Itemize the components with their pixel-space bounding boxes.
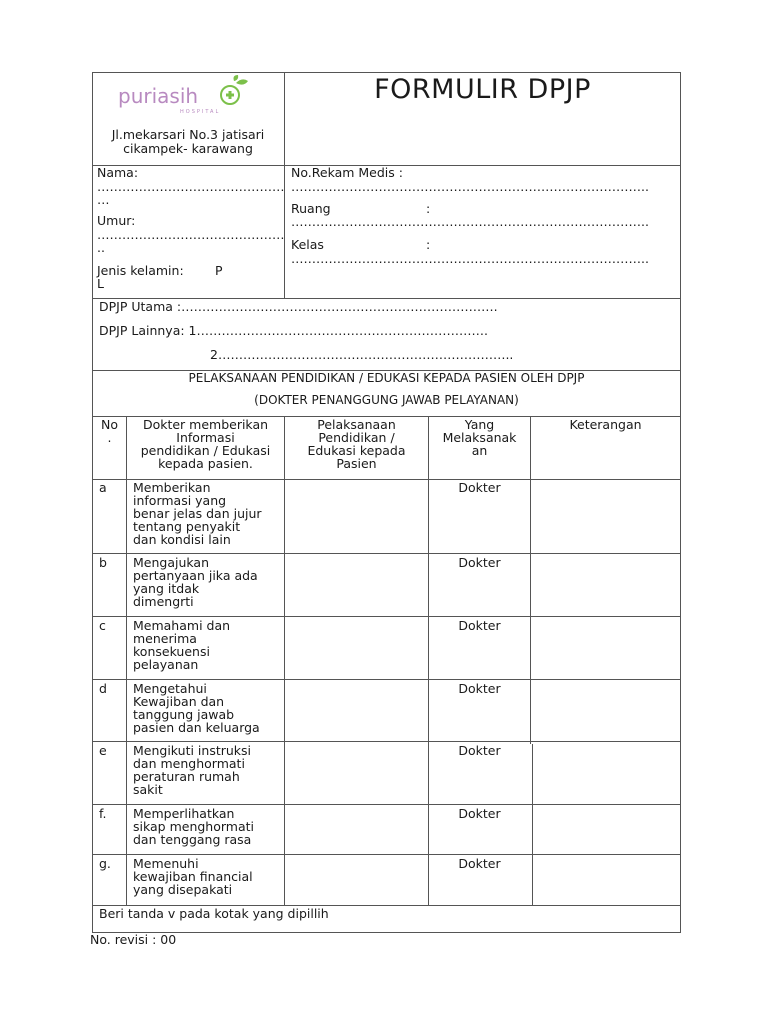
nama-label: Nama: [97, 165, 139, 180]
row-no: f. [99, 806, 107, 821]
pelaksanaan-cell[interactable] [286, 618, 426, 677]
footer-note: Beri tanda v pada kotak yang dipillih [99, 906, 329, 921]
revision-label: No. revisi : 00 [90, 932, 177, 947]
row-pelaksana: Dokter [458, 480, 501, 495]
row-no: e [99, 743, 107, 758]
row-sep [92, 616, 681, 617]
logo-word: puriasih [118, 84, 199, 108]
kelas-field[interactable]: ………………………………………………………………………….. [291, 251, 649, 266]
pelaksanaan-cell[interactable] [286, 856, 426, 903]
row-pelaksana: Dokter [458, 856, 501, 871]
row-no: g. [99, 856, 111, 871]
section-subheading: (DOKTER PENANGGUNG JAWAB PELAYANAN) [254, 393, 519, 407]
frame-bottom [92, 932, 681, 933]
jenis-kelamin-label: Jenis kelamin: [97, 263, 184, 278]
umur-label: Umur: [97, 213, 136, 228]
kelas-label: Kelas [291, 237, 324, 252]
jenis-kelamin-l[interactable]: L [97, 276, 104, 291]
keterangan-cell[interactable] [532, 555, 678, 614]
row-sep [92, 804, 681, 805]
keterangan-cell[interactable] [532, 481, 678, 551]
row-sep [92, 679, 681, 680]
keterangan-cell[interactable] [534, 856, 678, 903]
keterangan-cell[interactable] [532, 681, 678, 739]
umur-field[interactable]: ……………………………………… [97, 227, 285, 242]
section-heading: PELAKSANAAN PENDIDIKAN / EDUKASI KEPADA PASIEN OLEH DPJP [188, 371, 585, 385]
ruang-colon: : [426, 201, 431, 216]
address-line2: cikampek- karawang [123, 141, 253, 156]
pelaksanaan-cell[interactable] [286, 743, 426, 802]
address-line1: Jl.mekarsari No.3 jatisari [111, 127, 265, 142]
hospital-logo [118, 75, 258, 115]
frame-top [92, 72, 681, 73]
pelaksanaan-cell[interactable] [286, 681, 426, 739]
row-no: a [99, 480, 107, 495]
frame-right [680, 72, 681, 932]
dpjp-utama-field[interactable]: DPJP Utama :…………………………………………………………………. [99, 299, 498, 314]
ruang-label: Ruang [291, 201, 331, 216]
plus-icon [221, 75, 248, 104]
row-sep [92, 553, 681, 554]
rekam-medis-field[interactable]: ………………………………………………………………………….. [291, 179, 649, 194]
keterangan-cell[interactable] [534, 746, 678, 802]
col-sep [532, 744, 533, 905]
row-pelaksana: Dokter [458, 681, 501, 696]
row-no: b [99, 555, 107, 570]
keterangan-cell[interactable] [532, 618, 678, 677]
row-no: d [99, 681, 107, 696]
row-no: c [99, 618, 106, 633]
jenis-kelamin-p[interactable]: P [215, 263, 223, 278]
logo-sub: HOSPITAL [180, 109, 221, 115]
nama-field-cont: … [97, 192, 110, 207]
rekam-medis-label: No.Rekam Medis : [291, 165, 403, 180]
frame-left [92, 72, 93, 932]
pelaksanaan-cell[interactable] [286, 806, 426, 852]
form-title: FORMULIR DPJP [374, 74, 591, 105]
kelas-colon: : [426, 237, 431, 252]
pelaksanaan-cell[interactable] [286, 555, 426, 614]
dpjp-lainnya-2-field[interactable]: 2…………………………………………………………….. [210, 347, 514, 362]
row-sep [92, 741, 681, 742]
dpjp-lainnya-1-field[interactable]: DPJP Lainnya: 1……………………………………………………………. [99, 323, 488, 338]
umur-field-cont: .. [97, 240, 105, 255]
col-sep [530, 416, 531, 744]
header-keterangan: Keterangan [569, 417, 642, 432]
col-sep [126, 416, 127, 905]
keterangan-cell[interactable] [534, 806, 678, 852]
pelaksanaan-cell[interactable] [286, 481, 426, 551]
row-pelaksana: Dokter [458, 618, 501, 633]
ruang-field[interactable]: ………………………………………………………………………….. [291, 214, 649, 229]
col-sep [284, 416, 285, 905]
row-sep [92, 854, 681, 855]
row-pelaksana: Dokter [458, 743, 501, 758]
row-pelaksana: Dokter [458, 806, 501, 821]
nama-field[interactable]: ……………………………………… [97, 179, 285, 194]
row-pelaksana: Dokter [458, 555, 501, 570]
